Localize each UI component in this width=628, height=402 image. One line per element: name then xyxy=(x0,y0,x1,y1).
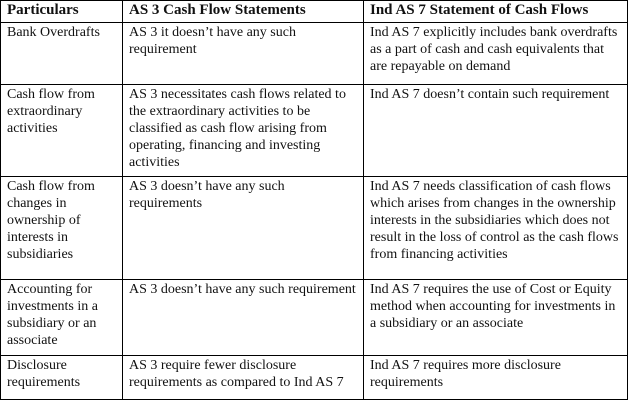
cell-as3: AS 3 necessitates cash flows related to the extraordinary activities to be classified as cash flow arising from operating, financing and investing activities xyxy=(123,85,364,177)
header-indas7: Ind AS 7 Statement of Cash Flows xyxy=(364,1,628,23)
cell-particular: Cash flow from changes in ownership of interests in subsidiaries xyxy=(1,177,123,280)
header-row xyxy=(1,1,628,23)
header-as3: AS 3 Cash Flow Statements xyxy=(123,1,364,23)
cell-as3: AS 3 doesn’t have any such requirements xyxy=(123,177,364,280)
cell-indas7: Ind AS 7 requires the use of Cost or Equity method when accounting for investments in a subsidiary or an associate xyxy=(364,280,628,356)
header-particulars: Particulars xyxy=(1,1,123,23)
cell-indas7: Ind AS 7 explicitly includes bank overdrafts as a part of cash and cash equivalents that are repayable on demand xyxy=(364,23,628,85)
table-row xyxy=(1,280,628,356)
cell-particular: Disclosure requirements xyxy=(1,356,123,400)
cell-indas7: Ind AS 7 doesn’t contain such requirement xyxy=(364,85,628,177)
cell-particular: Cash flow from extraordinary activities xyxy=(1,85,123,177)
table-row xyxy=(1,23,628,85)
cell-as3: AS 3 require fewer disclosure requirements as compared to Ind AS 7 xyxy=(123,356,364,400)
cell-indas7: Ind AS 7 requires more disclosure requirements xyxy=(364,356,628,400)
table-row xyxy=(1,356,628,400)
cell-particular: Accounting for investments in a subsidiary or an associate xyxy=(1,280,123,356)
table-row xyxy=(1,85,628,177)
cell-particular: Bank Overdrafts xyxy=(1,23,123,85)
cell-indas7: Ind AS 7 needs classification of cash flows which arises from changes in the ownership interests in the subsidiaries which does not result in the loss of control as the cash flows from financing activities xyxy=(364,177,628,280)
cell-as3: AS 3 doesn’t have any such requirement xyxy=(123,280,364,356)
cell-as3: AS 3 it doesn’t have any such requirement xyxy=(123,23,364,85)
table-row xyxy=(1,177,628,280)
